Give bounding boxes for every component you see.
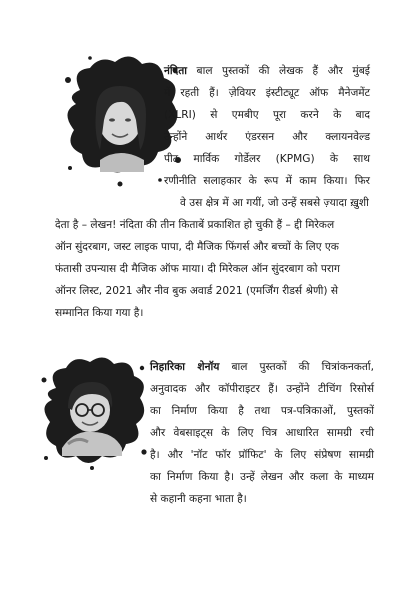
illustrator-name: निहारिका शेनॉय bbox=[150, 361, 220, 373]
illustrator-bio-line: बाल पुस्तकों की चित्रांकनकर्ता, bbox=[219, 361, 375, 373]
author-bio-line: बाल पुस्तकों की लेखक हैं और मुंबई bbox=[187, 65, 370, 77]
illustrator-bio-line: अनुवादक और कॉपीराइटर हैं। उन्होंने टीचिंग रिसोर्स bbox=[150, 383, 374, 395]
author-bio-line: पीट मार्विक गोर्डेलर (KPMG) के साथ bbox=[164, 153, 370, 165]
illustrator-bio-line: का निर्माण किया है। उन्हें लेखन और कला के माध्यम bbox=[150, 471, 374, 483]
author-bio-top bbox=[164, 60, 370, 192]
author-bio-bottom bbox=[55, 192, 370, 324]
author-bio-line: ऑन सुंदरबाग, जस्ट लाइक पापा, दी मैजिक फिंगर्स और बच्चों के लिए एक bbox=[55, 241, 339, 253]
author-bio-line: वे उस क्षेत्र में आ गयीं, जो उन्हें सबसे ज़्यादा ख़ुशी bbox=[180, 197, 369, 209]
author-bio-line: रणीनीति सलाहकार के रूप में काम किया। फिर bbox=[164, 175, 370, 187]
author-bio-line: उन्होंने आर्थर एंडरसन और क्लायनवेल्ड bbox=[164, 131, 370, 143]
author-bio-line: देता है – लेखन! नंदिता की तीन किताबें प्रकाशित हो चुकी हैं – द्दी मिरेकल bbox=[55, 219, 335, 231]
author-bio-line: फंतासी उपन्यास दी मैजिक ऑफ माया। दी मिरेकल ऑन सुंदरबाग को पराग bbox=[55, 263, 340, 275]
author-name: नंदिता bbox=[164, 65, 188, 77]
author-bio-line: सम्मानित किया गया है। bbox=[55, 307, 144, 319]
author-bio-line: (XLRI) से एमबीए पूरा करने के बाद bbox=[164, 109, 370, 121]
author-bio-line: ऑनर लिस्ट, 2021 और नीव बुक अवार्ड 2021 (एमर्जिंग रीडर्स श्रेणी) से bbox=[55, 285, 339, 297]
illustrator-bio-line: से कहानी कहना भाता है। bbox=[150, 493, 247, 505]
author-bio-line: में रहती हैं। ज़ेवियर इंस्टीट्यूट ऑफ मैनेजमेंट bbox=[164, 87, 370, 99]
illustrator-bio bbox=[150, 356, 374, 510]
illustrator-bio-line: का निर्माण किया है तथा पत्र-पत्रिकाओं, पुस्तकों bbox=[150, 405, 374, 417]
illustrator-bio-line: है। और 'नॉट फॉर प्रॉफिट' के लिए संप्रेषण सामग्री bbox=[150, 449, 374, 461]
illustrator-bio-line: और वेबसाइट्स के लिए चित्र आधारित सामग्री रची bbox=[150, 427, 374, 439]
illustrator-photo bbox=[38, 352, 148, 472]
